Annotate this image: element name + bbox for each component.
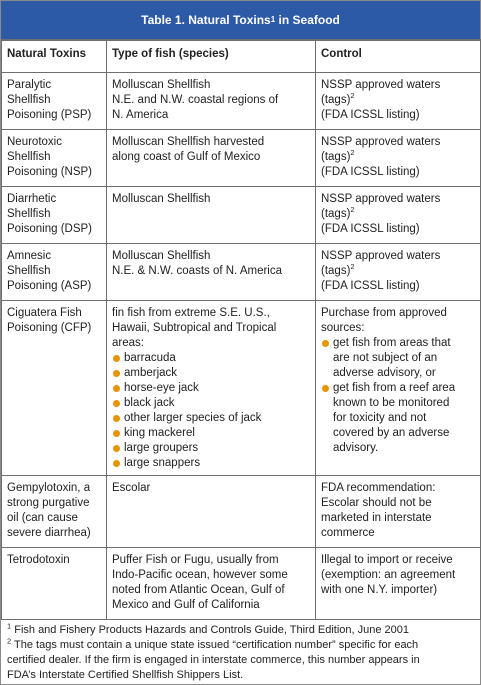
control-text: NSSP approved waters [321, 136, 441, 148]
control-text: (tags) [321, 151, 351, 163]
footnote-mark: 2 [7, 636, 12, 646]
control-text: Illegal to import or receive [321, 554, 453, 566]
list-item [321, 336, 476, 381]
list-item: large snappers [112, 456, 311, 471]
control-text: Purchase from approved [321, 307, 447, 319]
fish-text: Puffer Fish or Fugu, usually from [112, 554, 279, 566]
footnote-text: The tags must contain a unique state issued “certification number” specific for each [11, 639, 419, 651]
list-item: black jack [112, 396, 311, 411]
fish-text: N.E. and N.W. coastal regions of [112, 94, 279, 106]
control-text: FDA recommendation: [321, 482, 436, 494]
control-cell [316, 301, 481, 476]
footnote-mark: 2 [350, 205, 355, 215]
footnote-2 [7, 638, 475, 653]
fish-text: Indo-Pacific ocean, however some [112, 569, 288, 581]
table-title-suffix: in Seafood [275, 13, 340, 27]
fish-text: fin fish from extreme S.E. U.S., [112, 307, 270, 319]
fish-cell [107, 187, 316, 244]
table-title: Table 1. Natural Toxins 1 in Seafood [1, 1, 480, 39]
toxin-text: Poisoning (PSP) [7, 109, 92, 121]
toxin-text: Amnesic [7, 250, 52, 262]
footnote-mark: 2 [350, 91, 355, 101]
control-text: are not subject of an [333, 352, 438, 364]
list-item: king mackerel [112, 426, 311, 441]
control-text: NSSP approved waters [321, 193, 441, 205]
toxin-text: Poisoning (NSP) [7, 166, 93, 178]
toxin-text: Neurotoxic [7, 136, 62, 148]
table-row [2, 476, 481, 548]
table-row [2, 130, 481, 187]
header-natural-toxins: Natural Toxins [2, 40, 107, 73]
toxin-text: oil (can cause [7, 512, 78, 524]
toxin-text: strong purgative [7, 497, 90, 509]
toxin-text: Paralytic [7, 79, 52, 91]
table-title-text: Table 1. Natural Toxins [141, 13, 271, 27]
control-text: (FDA ICSSL listing) [321, 223, 420, 235]
fish-cell [107, 301, 316, 476]
toxin-text: Poisoning (ASP) [7, 280, 92, 292]
control-text: (exemption: an agreement [321, 569, 456, 581]
footnote-mark: 1 [7, 621, 12, 631]
footnotes [1, 619, 480, 683]
control-cell [316, 73, 481, 130]
control-text: for toxicity and not [333, 412, 427, 424]
toxin-cell [2, 73, 107, 130]
header-type-of-fish: Type of fish (species) [107, 40, 316, 73]
control-cell [316, 130, 481, 187]
fish-text: noted from Atlantic Ocean, Gulf of [112, 584, 285, 596]
toxin-text: Shellfish [7, 151, 51, 163]
table-row [2, 73, 481, 130]
control-text: marketed in interstate [321, 512, 432, 524]
control-cell [316, 244, 481, 301]
control-cell [316, 187, 481, 244]
fish-text: Molluscan Shellfish [112, 250, 211, 262]
control-text: (tags) [321, 265, 351, 277]
list-item: amberjack [112, 366, 311, 381]
control-text: get fish from areas that [333, 337, 451, 349]
fish-text: Mexico and Gulf of California [112, 599, 260, 611]
control-text: (tags) [321, 208, 351, 220]
table-header-row [2, 40, 481, 73]
footnote-mark: 2 [350, 262, 355, 272]
toxin-text: severe diarrhea) [7, 527, 91, 539]
control-text: adverse advisory, or [333, 367, 436, 379]
toxin-text: Gempylotoxin, a [7, 482, 91, 494]
control-text: NSSP approved waters [321, 250, 441, 262]
fish-text: N. America [112, 109, 169, 121]
toxin-cell [2, 301, 107, 476]
control-text: (tags) [321, 94, 351, 106]
footnote-text: FDA’s Interstate Certified Shellfish Shippers List. [7, 669, 244, 681]
toxin-cell [2, 244, 107, 301]
toxin-cell [2, 130, 107, 187]
fish-cell [107, 476, 316, 548]
header-control: Control [316, 40, 481, 73]
toxin-cell [2, 548, 107, 620]
fish-cell [107, 130, 316, 187]
control-text: get fish from a reef area [333, 382, 456, 394]
table-row [2, 548, 481, 620]
list-item: large groupers [112, 441, 311, 456]
toxin-text: Poisoning (CFP) [7, 322, 92, 334]
table-row [2, 244, 481, 301]
table-row [2, 301, 481, 476]
fish-text: Molluscan Shellfish [112, 193, 211, 205]
control-text: NSSP approved waters [321, 79, 441, 91]
control-text: known to be monitored [333, 397, 450, 409]
fish-cell [107, 73, 316, 130]
fish-text: Hawaii, Subtropical and Tropical [112, 322, 277, 334]
control-text: (FDA ICSSL listing) [321, 166, 420, 178]
toxin-cell [2, 476, 107, 548]
toxin-text: Shellfish [7, 94, 51, 106]
control-text: (FDA ICSSL listing) [321, 109, 420, 121]
toxin-text: Diarrhetic [7, 193, 57, 205]
table-row [2, 187, 481, 244]
control-text: sources: [321, 322, 365, 334]
control-text: covered by an adverse [333, 427, 450, 439]
natural-toxins-table [1, 39, 481, 620]
control-text: commerce [321, 527, 375, 539]
fish-cell [107, 244, 316, 301]
toxin-cell [2, 187, 107, 244]
footnote-1 [7, 623, 475, 638]
control-list [321, 336, 476, 456]
fish-text: N.E. & N.W. coasts of N. America [112, 265, 282, 277]
footnote-mark: 2 [350, 148, 355, 158]
toxin-text: Poisoning (DSP) [7, 223, 93, 235]
list-item: horse-eye jack [112, 381, 311, 396]
control-cell [316, 548, 481, 620]
toxin-text: Ciguatera Fish [7, 307, 82, 319]
fish-text: Escolar [112, 482, 151, 494]
list-item [321, 381, 476, 456]
control-cell [316, 476, 481, 548]
control-text: Escolar should not be [321, 497, 432, 509]
control-text: (FDA ICSSL listing) [321, 280, 420, 292]
fish-cell [107, 548, 316, 620]
fish-text: Molluscan Shellfish [112, 79, 211, 91]
toxin-text: Shellfish [7, 208, 51, 220]
control-text: advisory. [333, 442, 379, 454]
fish-text: along coast of Gulf of Mexico [112, 151, 261, 163]
toxin-text: Shellfish [7, 265, 51, 277]
list-item: other larger species of jack [112, 411, 311, 426]
footnote-text: Fish and Fishery Products Hazards and Controls Guide, Third Edition, June 2001 [11, 624, 410, 636]
control-text: with one N.Y. importer) [321, 584, 438, 596]
fish-text: areas: [112, 337, 144, 349]
fish-species-list [112, 351, 311, 471]
toxin-text: Tetrodotoxin [7, 554, 70, 566]
list-item: barracuda [112, 351, 311, 366]
fish-text: Molluscan Shellfish harvested [112, 136, 265, 148]
footnote-text: certified dealer. If the firm is engaged in interstate commerce, this number appears in [7, 654, 420, 666]
